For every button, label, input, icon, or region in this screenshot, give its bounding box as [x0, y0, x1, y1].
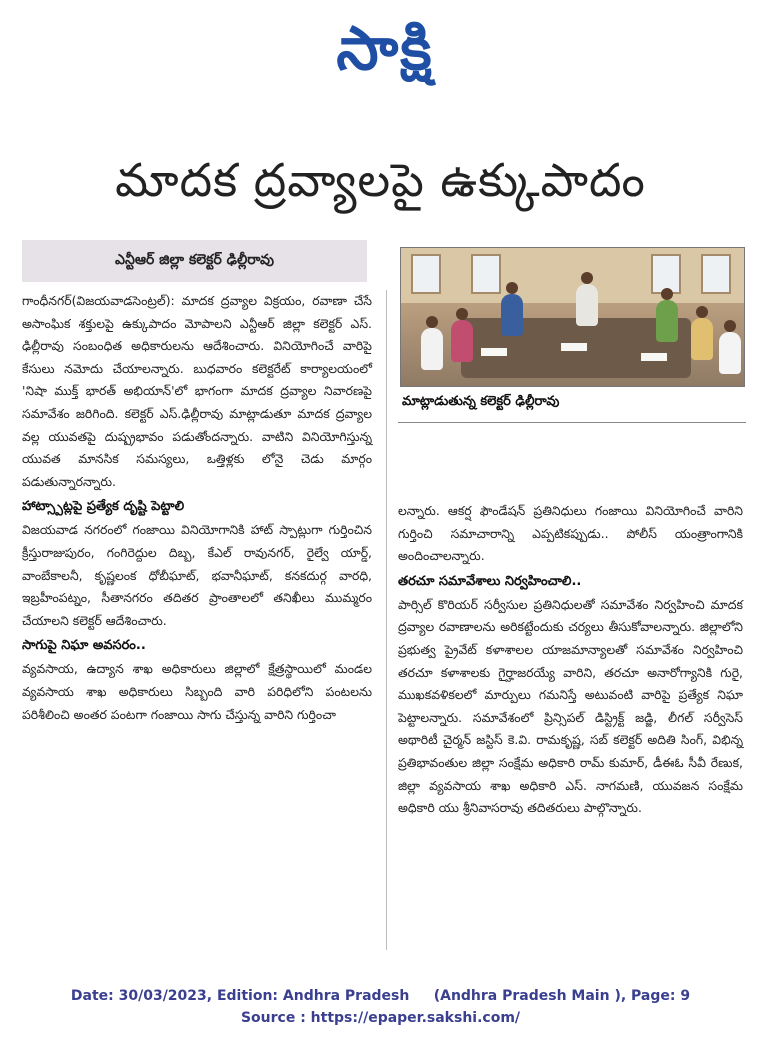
- article-column-right: [398, 500, 743, 820]
- photo-person: [656, 300, 678, 342]
- footer-date-edition: Date: 30/03/2023, Edition: Andhra Pradesh (Andhra Pradesh Main ), Page: 9: [70, 988, 691, 1004]
- article-subheading: తరచూ సమావేశాలు నిర్వహించాలి..: [398, 573, 582, 589]
- article-paragraph: గాంధీనగర్(విజయవాడసెంట్రల్): మాదక ద్రవ్యాల విక్రయం, రవాణా చేసే అసాంఘిక శక్తులపై ఉక్కుపాదం మోపాలని ఎన్టీఆర్ జిల్లా కలెక్టర్ ఎస్. ఢిల్లీరావు సంబంధిత అధికారులను ఆదేశించారు. వినియోగించే వారిపై కేసులు నమోదు చేయాలన్నారు. బుధవారం కలెక్టరేట్ కార్యాలయంలో 'నిషా ముక్త్ భారత్ అభియాన్'లో భాగంగా మాదక ద్రవ్యాల నివారణపై సమావేశం జరిగింది. కలెక్టర్ ఎస్.ఢిల్లీరావు మాట్లాడుతూ మాదక ద్రవ్యాల వల్ల యువతపై దుష్ప్రభావం పడుతోందన్నారు. వాటిని వినియోగిస్తున్న యువత మానసిక సమస్యలు, ఒత్తిళ్లకు లోనై చెడు మార్గం పడుతున్నారన్నారు.: [22, 293, 372, 489]
- photo-person: [576, 284, 598, 326]
- photo-person: [691, 318, 713, 360]
- photo-caption: మాట్లాడుతున్న కలెక్టర్ ఢిల్లీరావు: [402, 394, 560, 409]
- photo-person-head: [724, 320, 736, 332]
- article-subheading: సాగుపై నిఘా అవసరం..: [22, 638, 146, 654]
- photo-window: [411, 254, 441, 294]
- photo-wall: [401, 248, 744, 303]
- article-paragraph: పార్సిల్ కొరియర్ సర్వీసుల ప్రతినిధులతో సమావేశం నిర్వహించి మాదక ద్రవ్యాల రవాణాలను అరికట్టేందుకు చర్యలు తీసుకోవాలన్నారు. జిల్లాలోని ప్రభుత్వ ప్రైవేట్ కళాశాలల యాజమాన్యాలతో సమావేశం నిర్వహించి తరచూ కళాశాలకు గైర్హాజరయ్యే వారిని, తరచూ అనారోగ్యానికి గురై, ముఖకవళికలలో మార్పులు గమనిస్తే అటువంటి వారిపై ప్రత్యేక నిఘా పెట్టాలన్నారు. సమావేశంలో ప్రిన్సిపల్ డిస్ట్రిక్ట్ జడ్జి, లీగల్ సర్వీసెస్ అథారిటీ చైర్మన్ జస్టిస్ కె.వి. రామకృష్ణ, సబ్ కలెక్టర్ అదితి సింగ్, విభిన్న ప్రతిభావంతుల జిల్లా సంక్షేమ అధికారి రామ్ కుమార్, డీఈఓ సీవీ రేణుక, జిల్లా వ్యవసాయ శాఖ అధికారి ఎస్. నాగమణి, యువజన సంక్షేమ అధికారి యు శ్రీనివాసరావు తదితరులు పాల్గొన్నారు.: [398, 596, 743, 816]
- article-paragraph: విజయవాడ నగరంలో గంజాయి వినియోగానికి హాట్ స్పాట్లుగా గుర్తించిన క్రీస్తురాజుపురం, గంగిరెద్దుల దిబ్బ, కేఎల్ రావునగర్, రైల్వే యార్డ్, వాంబేకాలనీ, కృష్ణలంక ధోబీఘాట్, భవానీఘాట్, కనకదుర్గ వారధి, ఇబ్రహీంపట్నం, సీతానగరం తదితర ప్రాంతాలలో తనిఖీలు ముమ్మరం చేయాలని కలెక్టర్ ఆదేశించారు.: [22, 522, 372, 628]
- photo-person-head: [696, 306, 708, 318]
- photo-person-head: [456, 308, 468, 320]
- photo-person-head: [581, 272, 593, 284]
- byline-box: ఎన్టీఆర్ జిల్లా కలెక్టర్ ఢిల్లీరావు: [22, 240, 367, 282]
- photo-person-head: [426, 316, 438, 328]
- masthead-logo: [270, 8, 500, 104]
- photo-paper: [641, 353, 667, 361]
- photo-person: [421, 328, 443, 370]
- caption-divider: [398, 422, 746, 423]
- article-paragraph: లన్నారు. ఆకర్ష ఫౌండేషన్ ప్రతినిధులు గంజాయి వినియోగించే వారిని గుర్తించి సమాచారాన్ని ఎప్పటికప్పుడు.. పోలీస్ యంత్రాంగానికి అందించాలన్నారు.: [398, 503, 743, 564]
- photo-paper: [481, 348, 507, 356]
- logo-text: సాక్షి: [336, 14, 434, 84]
- footer-source-link[interactable]: Source : https://epaper.sakshi.com/: [240, 1010, 521, 1026]
- article-subheading: హాట్స్పాట్లపై ప్రత్యేక దృష్టి పెట్టాలి: [22, 499, 185, 515]
- photo-person-head: [661, 288, 673, 300]
- article-column-left: [22, 290, 372, 726]
- meeting-photo: [400, 247, 745, 387]
- article-paragraph: వ్యవసాయ, ఉద్యాన శాఖ అధికారులు జిల్లాలో క్షేత్రస్థాయిలో మండల వ్యవసాయ శాఖ అధికారులు సిబ్బంది వారి పరిధిలోని పంటలను పరిశీలించి అంతర పంటగా గంజాయి సాగు చేస్తున్న వారిని గుర్తించా: [22, 661, 372, 722]
- photo-paper: [561, 343, 587, 351]
- photo-person: [719, 332, 741, 374]
- photo-person-head: [506, 282, 518, 294]
- photo-person: [501, 294, 523, 336]
- photo-window: [701, 254, 731, 294]
- article-headline: మాదక ద్రవ్యాలపై ఉక్కుపాదం: [115, 153, 646, 207]
- column-divider: [386, 290, 387, 950]
- photo-window: [471, 254, 501, 294]
- photo-person: [451, 320, 473, 362]
- footer: [0, 985, 761, 1029]
